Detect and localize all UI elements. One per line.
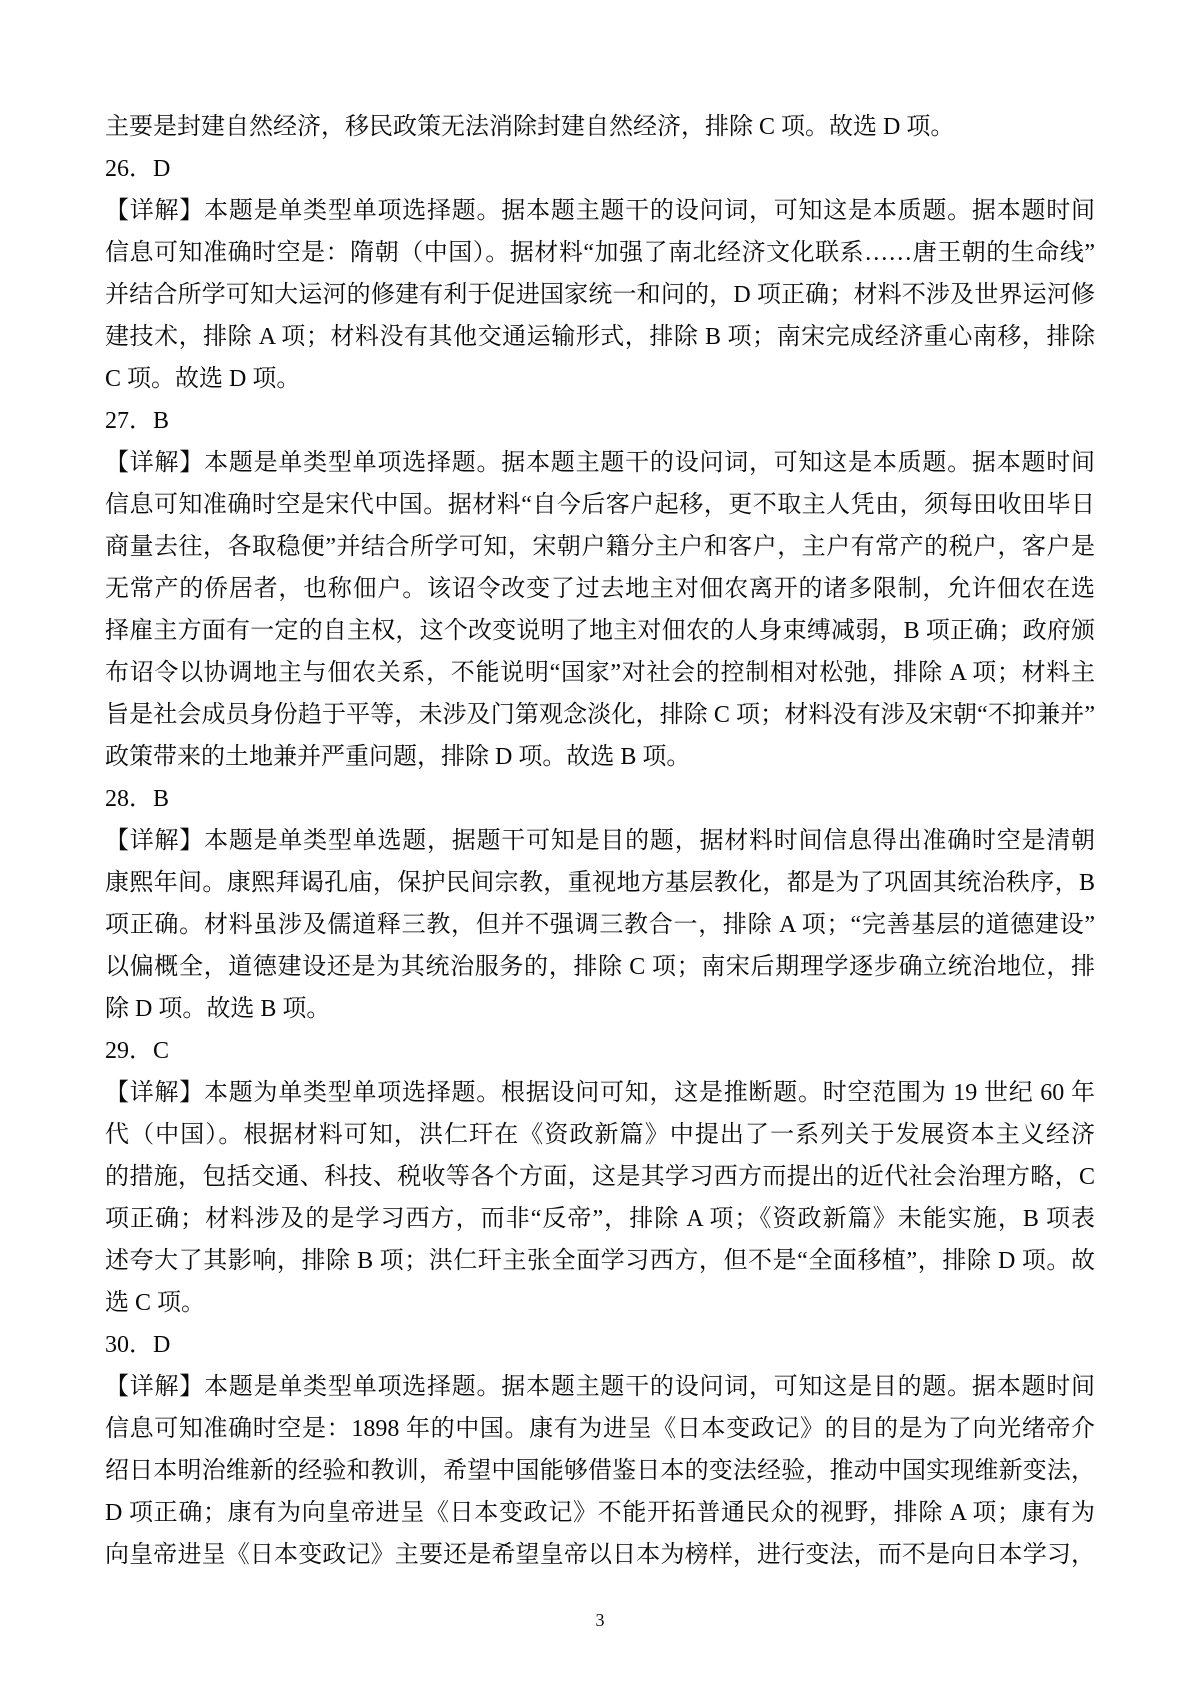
answer-item-27 (105, 400, 1095, 778)
explanation-line: 【详解】本题是单类型单选题，据题干可知是目的题，据材料时间信息得出准确时空是清朝 (105, 828, 1095, 854)
explanation-line: 康熙年间。康熙拜谒孔庙，保护民间宗教，重视地方基层教化，都是为了巩固其统治秩序，B (105, 870, 1095, 896)
explanation-line: 向皇帝进呈《日本变政记》主要还是希望皇帝以日本为榜样，进行变法，而不是向日本学习， (105, 1542, 1095, 1568)
explanation-line: 项正确。材料虽涉及儒道释三教，但并不强调三教合一，排除 A 项；“完善基层的道德建设” (105, 912, 1095, 938)
explanation-line: 布诏令以协调地主与佃农关系，不能说明“国家”对社会的控制相对松弛，排除 A 项；材料主 (105, 660, 1095, 686)
explanation-line: 代（中国）。根据材料可知，洪仁玕在《资政新篇》中提出了一系列关于发展资本主义经济 (105, 1122, 1095, 1148)
explanation-line: D 项正确；康有为向皇帝进呈《日本变政记》不能开拓普通民众的视野，排除 A 项；康有为 (105, 1500, 1095, 1526)
explanation-line: 并结合所学可知大运河的修建有利于促进国家统一和问的，D 项正确；材料不涉及世界运河修 (105, 282, 1095, 308)
answer-heading: 27．B (105, 408, 170, 434)
explanation-line: 信息可知准确时空是：隋朝（中国）。据材料“加强了南北经济文化联系……唐王朝的生命线” (105, 240, 1095, 266)
explanation-line: 除 D 项。故选 B 项。 (105, 996, 331, 1022)
continuation-line: 主要是封建自然经济，移民政策无法消除封建自然经济，排除 C 项。故选 D 项。 (105, 114, 955, 140)
explanation-line: 选 C 项。 (105, 1290, 206, 1316)
answer-item-29 (105, 1030, 1095, 1324)
explanation-line: 信息可知准确时空是宋代中国。据材料“自今后客户起移，更不取主人凭由，须每田收田毕日 (105, 492, 1095, 518)
explanation-line: 【详解】本题是单类型单项选择题。据本题主题干的设问词，可知这是本质题。据本题时间 (105, 198, 1095, 224)
answer-explanations (105, 106, 1095, 1576)
explanation-line: 择雇主方面有一定的自主权，这个改变说明了地主对佃农的人身束缚减弱，B 项正确；政府颁 (105, 618, 1095, 644)
explanation-line: 【详解】本题是单类型单项选择题。据本题主题干的设问词，可知这是目的题。据本题时间 (105, 1374, 1095, 1400)
answer-item-26 (105, 148, 1095, 400)
page-number: 3 (595, 1610, 605, 1630)
explanation-line: 政策带来的土地兼并严重问题，排除 D 项。故选 B 项。 (105, 744, 691, 770)
explanation-line: 建技术，排除 A 项；材料没有其他交通运输形式，排除 B 项；南宋完成经济重心南移，排除 (105, 324, 1095, 350)
explanation-line: 【详解】本题是单类型单项选择题。据本题主题干的设问词，可知这是本质题。据本题时间 (105, 450, 1095, 476)
explanation-line: C 项。故选 D 项。 (105, 366, 301, 392)
answer-heading: 30．D (105, 1332, 171, 1358)
explanation-line: 信息可知准确时空是：1898 年的中国。康有为进呈《日本变政记》的目的是为了向光绪帝介 (105, 1416, 1095, 1442)
explanation-line: 绍日本明治维新的经验和教训，希望中国能够借鉴日本的变法经验，推动中国实现维新变法， (105, 1458, 1095, 1484)
explanation-line: 以偏概全，道德建设还是为其统治服务的，排除 C 项；南宋后期理学逐步确立统治地位，排 (105, 954, 1095, 980)
explanation-line: 商量去往，各取稳便”并结合所学可知，宋朝户籍分主户和客户，主户有常产的税户，客户是 (105, 534, 1095, 560)
explanation-line: 的措施，包括交通、科技、税收等各个方面，这是其学习西方而提出的近代社会治理方略，C (105, 1164, 1095, 1190)
explanation-line: 述夸大了其影响，排除 B 项；洪仁玕主张全面学习西方，但不是“全面移植”，排除 D 项。故 (105, 1248, 1095, 1274)
answer-item-28 (105, 778, 1095, 1030)
explanation-line: 旨是社会成员身份趋于平等，未涉及门第观念淡化，排除 C 项；材料没有涉及宋朝“不抑兼并” (105, 702, 1095, 728)
answer-heading: 28．B (105, 786, 170, 812)
answer-item-30 (105, 1324, 1095, 1576)
explanation-line: 无常产的侨居者，也称佃户。该诏令改变了过去地主对佃农离开的诸多限制，允许佃农在选 (105, 576, 1095, 602)
explanation-line: 项正确；材料涉及的是学习西方，而非“反帝”，排除 A 项；《资政新篇》未能实施，B 项表 (105, 1206, 1095, 1232)
answer-heading: 26．D (105, 156, 171, 182)
answer-heading: 29．C (105, 1038, 170, 1064)
explanation-line: 【详解】本题为单类型单项选择题。根据设问可知，这是推断题。时空范围为 19 世纪 60 年 (105, 1080, 1095, 1106)
